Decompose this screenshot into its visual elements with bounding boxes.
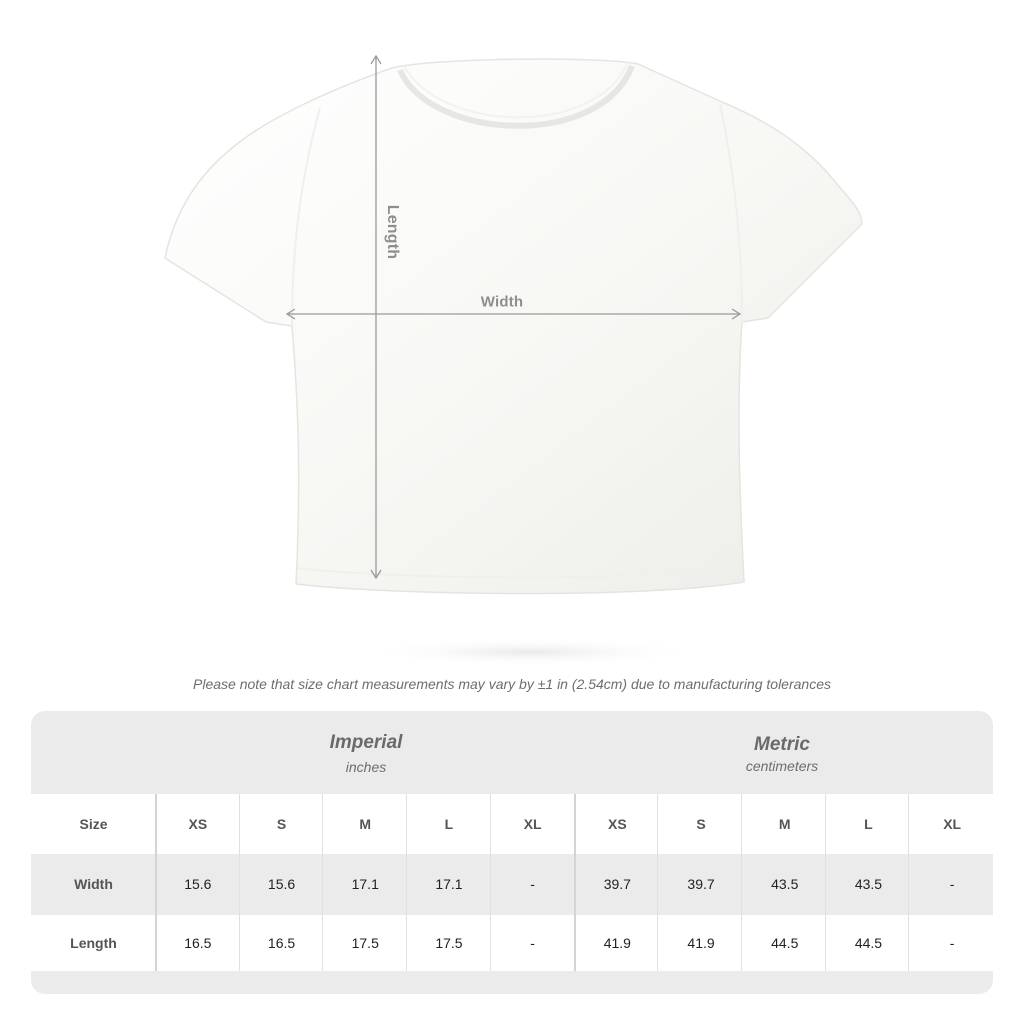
table-row-length [31, 915, 993, 971]
length-label: Length [384, 204, 401, 260]
table-cell: L [444, 816, 454, 832]
row-label: Size [79, 816, 108, 832]
table-cell: 44.5 [771, 935, 799, 951]
table-cell: M [778, 816, 791, 832]
table-cell: - [949, 876, 955, 892]
table-cell: S [276, 816, 287, 832]
table-row-width [31, 854, 993, 914]
table-cell: L [864, 816, 873, 832]
table-cell: 41.9 [603, 935, 631, 951]
table-cell: 17.5 [351, 935, 379, 951]
table-cell: 43.5 [771, 876, 799, 892]
column-divider [657, 794, 658, 971]
table-cell: 43.5 [854, 876, 883, 892]
table-row-size [31, 794, 993, 854]
table-cell: 39.7 [687, 876, 715, 892]
table-cell: 44.5 [854, 935, 883, 951]
column-divider [155, 794, 157, 971]
table-cell: - [530, 935, 535, 951]
imperial-unit: inches [345, 759, 387, 775]
width-label: Width [480, 293, 524, 311]
table-cell: 15.6 [184, 876, 212, 892]
column-divider [741, 794, 742, 971]
column-divider [908, 794, 909, 971]
table-cell: 17.1 [435, 876, 463, 892]
table-cell: XS [608, 816, 627, 832]
row-label: Width [74, 876, 113, 892]
floor-shadow [360, 638, 700, 666]
table-cell: 39.7 [603, 876, 631, 892]
table-cell: - [530, 876, 535, 892]
tolerance-note: Please note that size chart measurements may vary by ±1 in (2.54cm) due to manufacturing tolerances [193, 676, 831, 692]
row-label: Length [70, 935, 117, 951]
column-divider [825, 794, 826, 971]
metric-header [572, 711, 992, 793]
imperial-header [156, 711, 576, 793]
column-divider [322, 794, 323, 971]
table-cell: XS [188, 816, 208, 832]
shirt-body [165, 59, 862, 593]
table-cell: M [359, 816, 372, 832]
table-cell: 17.5 [435, 935, 463, 951]
column-divider [239, 794, 240, 971]
table-cell: 17.1 [351, 876, 379, 892]
table-cell: 16.5 [267, 935, 296, 951]
metric-title: Metric [754, 734, 810, 755]
table-cell: 15.6 [267, 876, 296, 892]
table-cell: - [949, 935, 955, 951]
column-divider [574, 794, 576, 971]
metric-unit: centimeters [745, 758, 819, 774]
table-cell: XL [523, 816, 542, 832]
table-cell: 41.9 [687, 935, 715, 951]
table-cell: 16.5 [184, 935, 212, 951]
column-divider [490, 794, 491, 971]
size-chart-table [31, 711, 993, 994]
column-divider [406, 794, 407, 971]
table-cell: XL [943, 816, 962, 832]
imperial-title: Imperial [329, 732, 403, 753]
table-cell: S [696, 816, 706, 832]
